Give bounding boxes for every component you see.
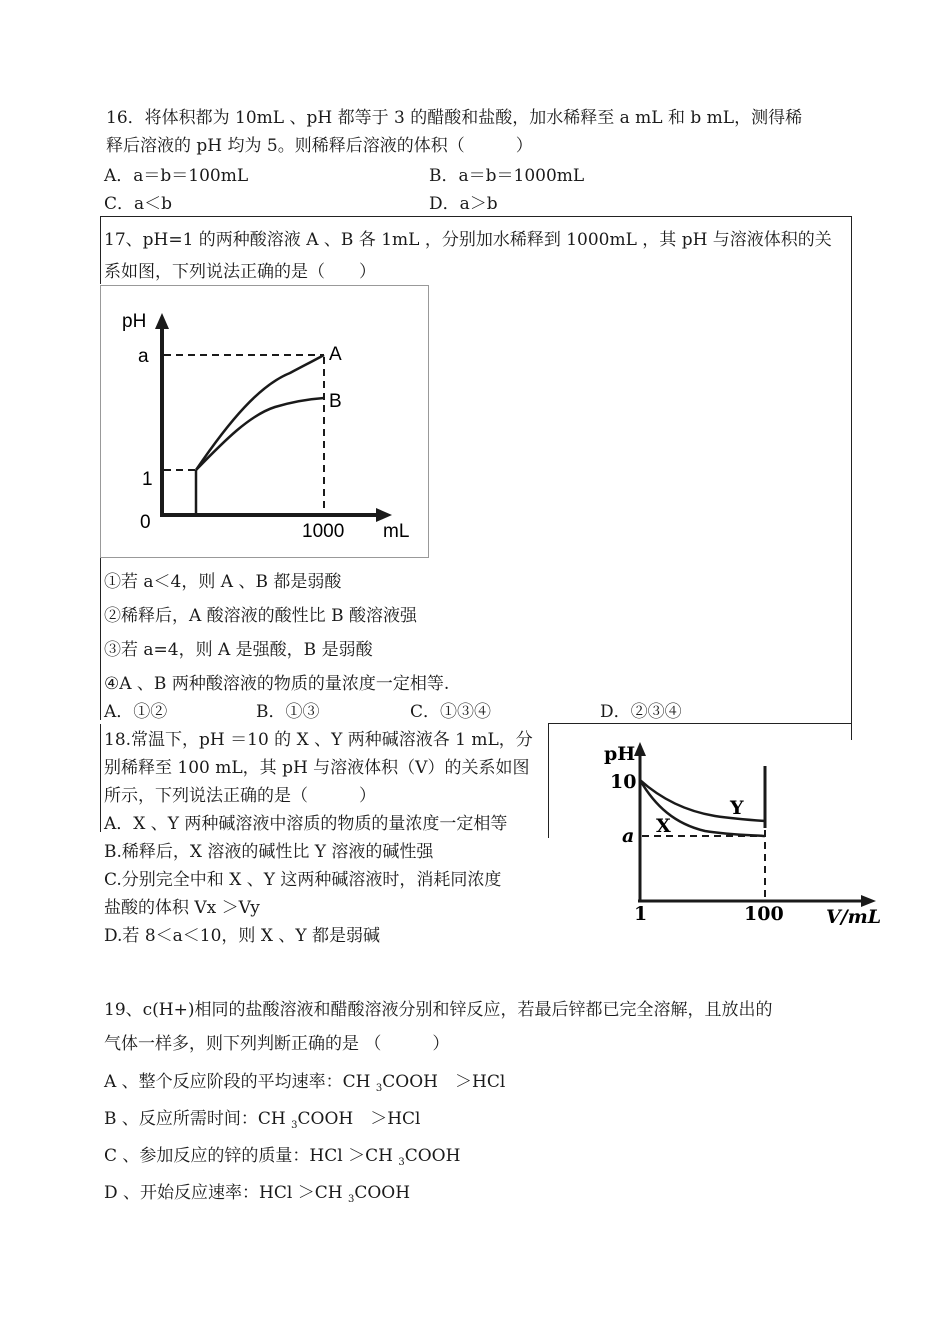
- q17-statement-2: ②稀释后，A 酸溶液的酸性比 B 酸溶液强: [104, 606, 417, 626]
- q18-frame-left: [100, 724, 101, 832]
- q17-option-b: B．①③: [256, 702, 320, 722]
- q19-option-a-post: COOH ＞HCl: [382, 1072, 506, 1092]
- q18-option-a: A．X 、Y 两种碱溶液中溶质的物质的量浓度一定相等: [104, 814, 508, 834]
- q19-option-b: [104, 1107, 421, 1138]
- q19-option-a-pre: A 、整个反应阶段的平均速率：CH: [104, 1072, 376, 1092]
- q19-option-b-post: COOH ＞HCl: [297, 1109, 421, 1129]
- q19-option-a-sub: 3: [375, 1083, 383, 1094]
- q18-y-axis-label: pH: [604, 743, 636, 765]
- q16-option-d: D．a＞b: [429, 194, 498, 214]
- q18-y-tick-a: a: [622, 825, 635, 847]
- q17-y-tick-a: a: [138, 346, 149, 367]
- q17-y-tick-1: 1: [142, 469, 153, 490]
- q17-frame-left-lower: [100, 556, 101, 720]
- q19-option-b-pre: B 、反应所需时间：CH: [104, 1109, 292, 1129]
- q17-option-a: A．①②: [104, 702, 168, 722]
- q17-line-2: 系如图，下列说法正确的是（ ）: [104, 262, 376, 282]
- q17-statement-3: ③若 a=4，则 A 是强酸，B 是弱酸: [104, 640, 373, 660]
- q17-x-tick-1000: 1000: [302, 521, 345, 542]
- q19-option-c-post: COOH: [404, 1146, 461, 1166]
- q17-frame-right: [851, 216, 852, 740]
- q18-line-2: 别稀释至 100 mL，其 pH 与溶液体积（V）的关系如图: [104, 758, 530, 778]
- q18-figure-frame-top: [548, 723, 852, 724]
- q17-x-axis-label: mL: [383, 521, 410, 542]
- q17-figure: [100, 285, 430, 559]
- q19-option-c: [104, 1144, 460, 1175]
- q18-option-b: B.稀释后，X 溶液的碱性比 Y 溶液的碱性强: [104, 842, 434, 862]
- q19-option-d-pre: D 、开始反应速率：HCl ＞CH: [104, 1183, 348, 1203]
- q16-line-1: 16．将体积都为 10mL 、pH 都等于 3 的醋酸和盐酸，加水稀释至 a mL 和 b mL，测得稀: [106, 108, 803, 128]
- q17-option-c: C．①③④: [410, 702, 492, 722]
- q18-option-c-line-1: C.分别完全中和 X 、Y 这两种碱溶液时，消耗同浓度: [104, 870, 502, 890]
- q17-y-axis-label: pH: [122, 311, 147, 332]
- q19-line-2: 气体一样多，则下列判断正确的是 （ ）: [104, 1034, 450, 1054]
- q18-y-tick-10: 10: [610, 771, 637, 793]
- q19-option-d: [104, 1181, 410, 1212]
- q18-figure: [600, 736, 900, 936]
- q19-option-d-sub: 3: [347, 1194, 355, 1205]
- q18-option-d: D.若 8＜a＜10，则 X 、Y 都是弱碱: [104, 926, 380, 946]
- q19-option-b-sub: 3: [291, 1120, 298, 1131]
- q18-line-3: 所示，下列说法正确的是（ ）: [104, 786, 376, 806]
- q18-line-1: 18.常温下，pH ＝10 的 X 、Y 两种碱溶液各 1 mL，分: [104, 730, 533, 750]
- q17-option-d: D．②③④: [600, 702, 682, 722]
- q19-option-a: [104, 1070, 505, 1101]
- q18-x-tick-100: 100: [744, 903, 784, 925]
- q17-curve-label-b: B: [329, 391, 342, 412]
- q18-x-axis-label: V/mL: [826, 906, 882, 928]
- q17-line-1: 17、pH=1 的两种酸溶液 A 、B 各 1mL ，分别加水稀释到 1000mL ，其 pH 与溶液体积的关: [104, 230, 832, 250]
- q16-option-a: A．a＝b＝100mL: [104, 166, 249, 186]
- q17-statement-1: ①若 a＜4，则 A 、B 都是弱酸: [104, 572, 342, 592]
- q16-option-c: C．a＜b: [104, 194, 173, 214]
- q19-option-c-pre: C 、参加反应的锌的质量：HCl ＞CH: [104, 1146, 399, 1166]
- q18-y-axis-arrow: [634, 742, 646, 756]
- q17-y-tick-0: 0: [140, 512, 151, 533]
- q17-frame-top: [100, 216, 852, 217]
- q16-line-2: 释后溶液的 pH 均为 5。则稀释后溶液的体积（ ）: [106, 136, 533, 156]
- q17-frame-left: [100, 216, 101, 284]
- q19-option-d-post: COOH: [354, 1183, 411, 1203]
- q18-curve-label-x: X: [656, 815, 671, 837]
- q18-frame-right: [548, 724, 549, 838]
- q18-option-c-line-2: 盐酸的体积 Vx ＞Vy: [104, 898, 260, 918]
- q17-statement-4: ④A 、B 两种酸溶液的物质的量浓度一定相等.: [104, 674, 450, 694]
- q19-option-c-sub: 3: [398, 1157, 405, 1168]
- q17-curve-label-a: A: [329, 344, 342, 365]
- q16-option-b: B．a＝b＝1000mL: [429, 166, 585, 186]
- q18-curve-label-y: Y: [730, 797, 744, 819]
- q19-line-1: 19、c(H+)相同的盐酸溶液和醋酸溶液分别和锌反应，若最后锌都已完全溶解，且放出的: [104, 1000, 773, 1020]
- q18-x-tick-1: 1: [634, 903, 648, 925]
